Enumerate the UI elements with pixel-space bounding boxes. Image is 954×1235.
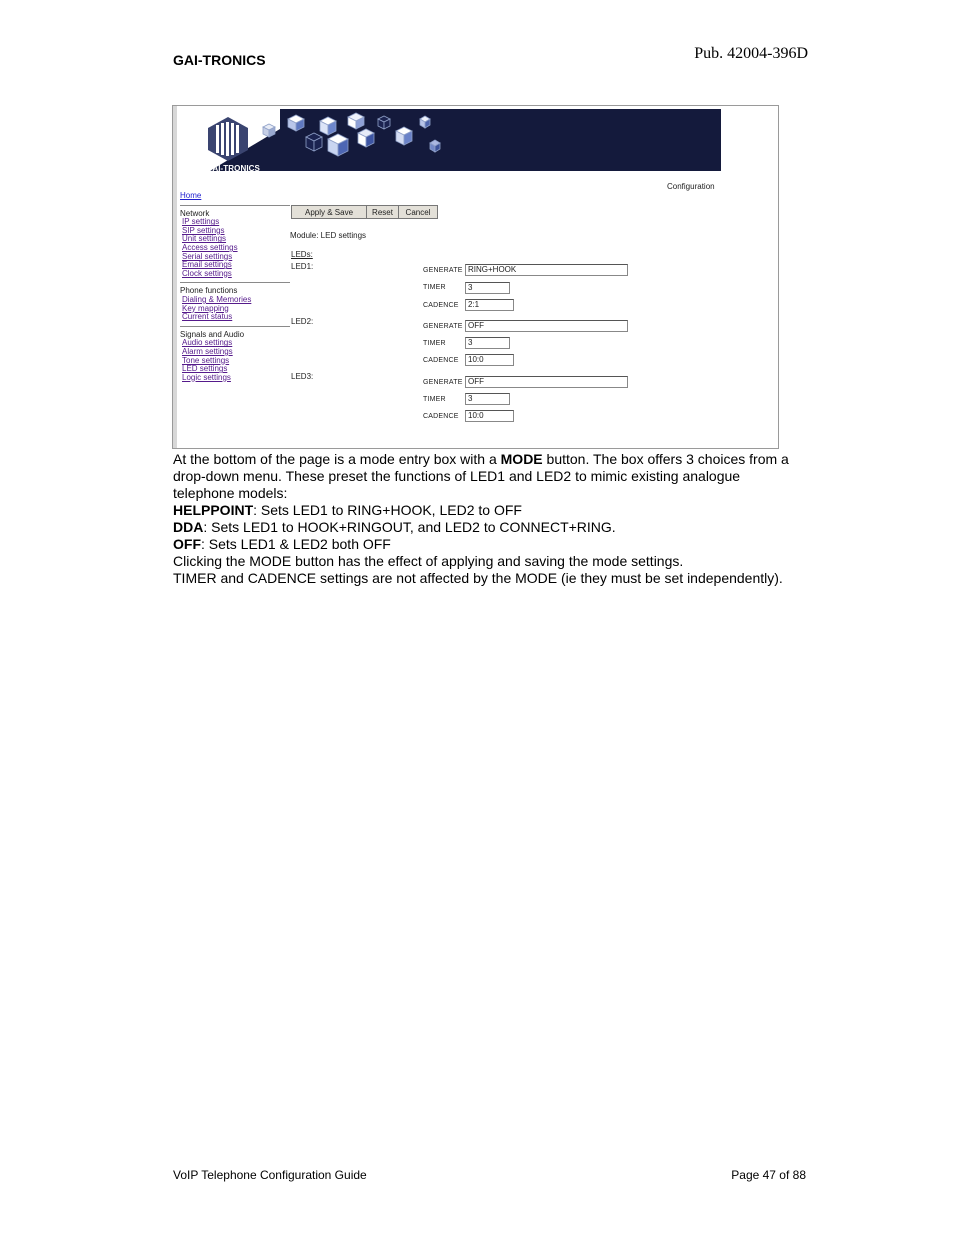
led2-timer-field[interactable]: 3	[465, 337, 510, 349]
mode-helppoint	[173, 502, 793, 519]
module-label: Module: LED settings	[290, 231, 367, 240]
mode-dda	[173, 519, 793, 536]
nav-home-link[interactable]: Home	[180, 191, 202, 200]
led2-timer-label: TIMER	[423, 340, 446, 347]
nav-divider	[180, 282, 290, 283]
mode-term: HELPPOINT	[173, 502, 254, 518]
led1-timer-field[interactable]: 3	[465, 282, 510, 294]
mode-term: DDA	[173, 519, 204, 535]
nav-link-alarm-settings[interactable]: Alarm settings	[182, 346, 233, 356]
cancel-button[interactable]: Cancel	[398, 205, 438, 219]
mode-term: OFF	[173, 536, 201, 552]
led3-cadence-label: CADENCE	[423, 413, 459, 420]
led2-generate-label: GENERATE	[423, 323, 463, 330]
nav-section-signals-audio: Signals and Audio	[180, 329, 245, 339]
led2-cadence-label: CADENCE	[423, 357, 459, 364]
sidebar-nav	[180, 192, 290, 382]
led3-timer-field[interactable]: 3	[465, 393, 510, 405]
intro-text-end: button. The box offers 3 choices from a drop-down menu. These preset the functions of LED1 and LED2 to mimic existing analogue telephone models:	[173, 451, 789, 501]
led3-timer-label: TIMER	[423, 396, 446, 403]
body-text	[173, 451, 793, 587]
led1-cadence-field[interactable]: 2:1	[465, 299, 514, 311]
brand-name: GAI-TRONICS	[206, 164, 260, 173]
page-title: Configuration	[667, 182, 715, 191]
mode-button-note: Clicking the MODE button has the effect of applying and saving the mode settings.	[173, 553, 684, 569]
led2-generate-field[interactable]: OFF	[465, 320, 628, 332]
frame-edge	[173, 106, 177, 448]
nav-link-ip-settings[interactable]: IP settings	[182, 217, 220, 227]
intro-mode-term: MODE	[500, 451, 543, 467]
reset-button[interactable]: Reset	[366, 205, 399, 219]
nav-divider	[180, 326, 290, 327]
nav-divider	[180, 205, 290, 206]
leds-label: LEDs:	[291, 250, 313, 259]
led1-timer-label: TIMER	[423, 284, 446, 291]
brand-logo-icon	[208, 117, 248, 161]
mode-off	[173, 536, 793, 553]
led2-cadence-field[interactable]: 10:0	[465, 354, 514, 366]
mode-desc: : Sets LED1 to RING+HOOK, LED2 to OFF	[253, 502, 522, 518]
led1-generate-field[interactable]: RING+HOOK	[465, 264, 628, 276]
mode-desc: : Sets LED1 to HOOK+RINGOUT, and LED2 to CONNECT+RING.	[203, 519, 616, 535]
brand-tagline: A Hubbell Company	[200, 173, 258, 180]
timer-cadence-note: TIMER and CADENCE settings are not affected by the MODE (ie they must be set independently).	[173, 570, 783, 586]
led3-generate-field[interactable]: OFF	[465, 376, 628, 388]
intro-text-start: At the bottom of the page is a mode entry box with a	[173, 451, 501, 467]
nav-link-clock-settings[interactable]: Clock settings	[182, 268, 232, 278]
led1-cadence-label: CADENCE	[423, 302, 459, 309]
led1-label: LED1:	[291, 262, 314, 271]
nav-section-phone-functions: Phone functions	[180, 286, 238, 296]
nav-link-audio-settings[interactable]: Audio settings	[182, 338, 233, 348]
led3-label: LED3:	[291, 372, 314, 381]
nav-link-current-status[interactable]: Current status	[182, 312, 233, 322]
led3-generate-label: GENERATE	[423, 379, 463, 386]
decorative-cubes-icon	[258, 109, 448, 171]
nav-link-led-settings[interactable]: LED settings	[182, 364, 228, 374]
mode-desc: : Sets LED1 & LED2 both OFF	[201, 536, 391, 552]
nav-link-access-settings[interactable]: Access settings	[182, 242, 238, 252]
nav-link-key-mapping[interactable]: Key mapping	[182, 303, 229, 313]
nav-link-sip-settings[interactable]: SIP settings	[182, 225, 225, 235]
banner	[180, 109, 721, 180]
led1-generate-label: GENERATE	[423, 267, 463, 274]
footer-guide-title: VoIP Telephone Configuration Guide	[173, 1168, 367, 1182]
nav-link-logic-settings[interactable]: Logic settings	[182, 372, 231, 382]
nav-link-email-settings[interactable]: Email settings	[182, 260, 232, 270]
led2-label: LED2:	[291, 317, 314, 326]
led3-cadence-field[interactable]: 10:0	[465, 410, 514, 422]
footer-page-number: Page 47 of 88	[731, 1168, 806, 1182]
nav-link-unit-settings[interactable]: Unit settings	[182, 234, 227, 244]
header-company: GAI-TRONICS	[173, 52, 266, 68]
button-bar	[291, 205, 438, 219]
nav-link-tone-settings[interactable]: Tone settings	[182, 355, 230, 365]
intro-paragraph	[173, 451, 793, 502]
nav-link-dialing-memories[interactable]: Dialing & Memories	[182, 294, 252, 304]
nav-section-network: Network	[180, 208, 210, 218]
nav-link-serial-settings[interactable]: Serial settings	[182, 251, 233, 261]
apply-save-button[interactable]: Apply & Save	[291, 205, 367, 219]
header-publication: Pub. 42004-396D	[694, 45, 808, 62]
screenshot-frame	[172, 105, 779, 449]
